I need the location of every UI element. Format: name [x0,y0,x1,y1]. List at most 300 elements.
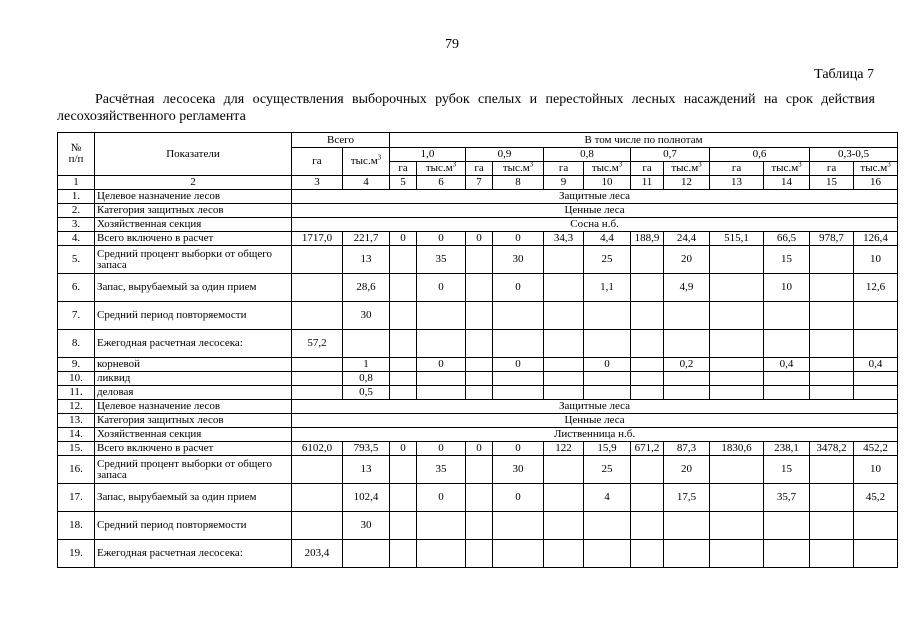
unit-superscript: 3 [618,161,623,169]
row-number: 2. [58,204,95,218]
table-cell [417,540,466,568]
table-cell [854,512,898,540]
table-cell [854,330,898,358]
row-number: 11. [58,386,95,400]
table-cell: 4,4 [584,232,631,246]
table-cell [810,330,854,358]
table-cell: 793,5 [343,442,390,456]
table-cell: 1717,0 [292,232,343,246]
table-row [58,442,898,456]
table-cell [664,540,710,568]
table-cell [417,330,466,358]
table-cell: 13 [343,246,390,274]
table-cell [466,386,493,400]
table-cell [292,484,343,512]
table-cell [292,274,343,302]
table-cell [584,540,631,568]
table-cell [390,456,417,484]
column-number: 7 [466,176,493,190]
table-cell: 238,1 [764,442,810,456]
column-number: 10 [584,176,631,190]
unit-text: тыс.м [591,162,619,174]
header-unit-ha: га [466,162,493,176]
column-number: 12 [664,176,710,190]
row-indicator: Хозяйственная секция [95,218,292,232]
table-cell: 30 [343,512,390,540]
row-number: 19. [58,540,95,568]
table-cell: 15 [764,246,810,274]
table-cell [810,302,854,330]
table-cell [390,302,417,330]
table-cell: 0 [390,442,417,456]
table-cell [584,386,631,400]
table-cell: 0 [390,232,417,246]
unit-superscript: 3 [452,161,457,169]
table-cell [584,372,631,386]
table-cell [544,246,584,274]
table-cell: 0 [417,484,466,512]
table-cell: 12,6 [854,274,898,302]
table-cell [417,386,466,400]
table-cell [710,274,764,302]
table-row [58,190,898,204]
table-cell [390,484,417,512]
header-unit-ha: га [544,162,584,176]
table-cell [631,456,664,484]
table-cell [544,540,584,568]
row-number: 18. [58,512,95,540]
table-cell: 35 [417,246,466,274]
table-row [58,302,898,330]
table-cell [466,512,493,540]
table-cell: 20 [664,456,710,484]
row-indicator: ликвид [95,372,292,386]
row-span-value: Защитные леса [292,400,898,414]
table-cell [810,358,854,372]
header-num: № п/п [58,133,95,176]
table-cell [810,386,854,400]
row-span-value: Ценные леса [292,204,898,218]
table-cell: 10 [854,246,898,274]
column-number: 2 [95,176,292,190]
table-cell [764,512,810,540]
row-indicator: Категория защитных лесов [95,414,292,428]
table-row [58,386,898,400]
table-cell: 35 [417,456,466,484]
header-including: В том числе по полнотам [390,133,898,148]
table-cell [343,330,390,358]
column-number: 3 [292,176,343,190]
table-cell [631,386,664,400]
table-cell [810,274,854,302]
table-cell: 0 [493,274,544,302]
header-density: 0,6 [710,148,810,162]
table-cell: 203,4 [292,540,343,568]
table-cell [664,372,710,386]
table-row [58,484,898,512]
table-cell: 0 [417,442,466,456]
column-number: 13 [710,176,764,190]
header-unit-m3 [854,162,898,176]
table-cell: 25 [584,456,631,484]
table-cell [764,372,810,386]
row-indicator: Всего включено в расчет [95,442,292,456]
table-cell [466,358,493,372]
table-row [58,274,898,302]
table-cell: 35,7 [764,484,810,512]
table-cell [466,540,493,568]
column-number: 8 [493,176,544,190]
table-cell: 15,9 [584,442,631,456]
header-density: 0,9 [466,148,544,162]
row-number: 8. [58,330,95,358]
row-indicator: деловая [95,386,292,400]
row-number: 16. [58,456,95,484]
row-span-value: Ценные леса [292,414,898,428]
table-cell [810,246,854,274]
table-cell [390,358,417,372]
table-cell [544,358,584,372]
table-cell [292,386,343,400]
table-cell [664,302,710,330]
table-cell: 15 [764,456,810,484]
table-cell: 45,2 [854,484,898,512]
table-cell: 4 [584,484,631,512]
row-span-value: Защитные леса [292,190,898,204]
table-cell [710,540,764,568]
row-indicator: Целевое назначение лесов [95,190,292,204]
table-cell [390,512,417,540]
table-cell [631,274,664,302]
unit-text: тыс.м [771,162,799,174]
table-cell [854,372,898,386]
table-cell: 0,5 [343,386,390,400]
table-body [58,176,898,568]
header-unit-ha: га [390,162,417,176]
table-cell [664,330,710,358]
table-cell [493,372,544,386]
table-cell [631,246,664,274]
table-cell [466,372,493,386]
table-cell [584,302,631,330]
table-cell [710,484,764,512]
table-cell [466,302,493,330]
table-header [58,133,898,176]
table-cell [710,372,764,386]
table-cell [631,512,664,540]
table-cell [390,372,417,386]
unit-text: тыс.м [350,155,378,167]
header-density: 0,7 [631,148,710,162]
table-row [58,246,898,274]
header-unit-m3 [584,162,631,176]
row-indicator: корневой [95,358,292,372]
row-indicator: Целевое назначение лесов [95,400,292,414]
header-total-ha: га [292,148,343,176]
table-cell [631,358,664,372]
table-cell: 452,2 [854,442,898,456]
table-cell [710,512,764,540]
row-number: 14. [58,428,95,442]
table-label: Таблица 7 [814,67,874,82]
table-cell: 17,5 [664,484,710,512]
table-cell: 126,4 [854,232,898,246]
table-cell: 0 [584,358,631,372]
row-number: 9. [58,358,95,372]
table-cell [493,386,544,400]
table-cell [390,386,417,400]
table-cell [544,512,584,540]
table-cell: 0 [493,232,544,246]
table-cell [710,246,764,274]
table-row [58,400,898,414]
row-indicator: Хозяйственная секция [95,428,292,442]
header-unit-ha: га [631,162,664,176]
row-number: 6. [58,274,95,302]
header-total: Всего [292,133,390,148]
row-span-value: Сосна н.б. [292,218,898,232]
table-row [58,372,898,386]
column-number: 11 [631,176,664,190]
table-caption: Расчётная лесосека для осуществления выборочных рубок спелых и перестойных лесных насаждений на срок действия лесохозяйственного регламента [57,92,875,124]
table-row [58,330,898,358]
table-cell: 122 [544,442,584,456]
table-cell: 978,7 [810,232,854,246]
table-cell [544,372,584,386]
table-cell: 10 [764,274,810,302]
column-number: 15 [810,176,854,190]
header-unit-m3 [764,162,810,176]
table-cell [764,302,810,330]
header-unit-m3 [664,162,710,176]
table-cell [390,274,417,302]
table-cell: 671,2 [631,442,664,456]
table-cell [292,302,343,330]
table-row [58,540,898,568]
table-row [58,456,898,484]
table-cell: 25 [584,246,631,274]
table-cell [544,456,584,484]
table-cell: 0,2 [664,358,710,372]
table-cell [584,512,631,540]
table-row [58,428,898,442]
table-cell [764,330,810,358]
table-cell: 515,1 [710,232,764,246]
header-indicators: Показатели [95,133,292,176]
unit-superscript: 3 [377,153,382,162]
row-indicator: Средний период повторяемости [95,302,292,330]
table-cell [493,330,544,358]
table-cell [390,330,417,358]
column-number: 9 [544,176,584,190]
table-cell [810,540,854,568]
table-cell [390,246,417,274]
column-number: 6 [417,176,466,190]
table-cell [417,512,466,540]
unit-superscript: 3 [887,161,891,169]
table-cell [417,372,466,386]
table-cell: 1 [343,358,390,372]
row-span-value: Лиственница н.б. [292,428,898,442]
table-cell [292,372,343,386]
row-number: 12. [58,400,95,414]
row-indicator: Ежегодная расчетная лесосека: [95,540,292,568]
table-cell [810,456,854,484]
unit-superscript: 3 [798,161,802,169]
header-total-m3 [343,148,390,176]
table-cell: 10 [854,456,898,484]
table-cell [854,540,898,568]
table-cell [466,330,493,358]
header-unit-ha: га [810,162,854,176]
table-cell [710,302,764,330]
row-indicator: Средний процент выборки от общего запаса [95,456,292,484]
table-cell: 0,8 [343,372,390,386]
table-cell: 6102,0 [292,442,343,456]
row-indicator: Запас, вырубаемый за один прием [95,484,292,512]
table-cell: 0,4 [854,358,898,372]
table-row [58,414,898,428]
table-cell [417,302,466,330]
table-cell: 0,4 [764,358,810,372]
table-row [58,512,898,540]
table-cell [466,484,493,512]
unit-text: тыс.м [502,162,530,174]
table-cell: 20 [664,246,710,274]
table-cell: 13 [343,456,390,484]
column-number: 4 [343,176,390,190]
table-cell: 0 [493,442,544,456]
header-unit-ha: га [710,162,764,176]
table-cell: 24,4 [664,232,710,246]
table-cell [664,512,710,540]
table-cell [710,358,764,372]
table-cell: 0 [466,232,493,246]
row-indicator: Ежегодная расчетная лесосека: [95,330,292,358]
table-cell: 0 [417,232,466,246]
table-cell: 30 [493,246,544,274]
row-number: 7. [58,302,95,330]
unit-text: тыс.м [671,162,699,174]
table-cell: 1,1 [584,274,631,302]
unit-text: тыс.м [860,162,888,174]
table-cell: 87,3 [664,442,710,456]
table-cell [292,358,343,372]
table-cell [493,302,544,330]
table-cell [292,456,343,484]
table-cell [493,540,544,568]
row-number: 5. [58,246,95,274]
table-cell [466,456,493,484]
row-number: 10. [58,372,95,386]
table-cell [631,372,664,386]
table-cell [631,330,664,358]
table-cell [343,540,390,568]
table-cell [631,302,664,330]
table-cell [631,484,664,512]
column-number: 14 [764,176,810,190]
unit-text: тыс.м [425,162,453,174]
table-cell: 0 [417,358,466,372]
table-cell: 30 [343,302,390,330]
column-number: 5 [390,176,417,190]
table-cell [544,386,584,400]
table-cell [810,372,854,386]
table-cell [764,386,810,400]
table-cell: 102,4 [343,484,390,512]
table-cell [664,386,710,400]
row-number: 17. [58,484,95,512]
felling-table [57,132,898,568]
table-cell [544,484,584,512]
table-row [58,204,898,218]
header-unit-m3 [417,162,466,176]
table-cell [466,274,493,302]
header-density: 0,3-0,5 [810,148,898,162]
page-number: 79 [445,37,459,52]
table-cell [631,540,664,568]
table-cell: 4,9 [664,274,710,302]
table-cell: 28,6 [343,274,390,302]
table-cell [854,302,898,330]
row-indicator: Средний период повторяемости [95,512,292,540]
table-cell: 30 [493,456,544,484]
row-indicator: Средний процент выборки от общего запаса [95,246,292,274]
table-cell [710,386,764,400]
table-cell [292,246,343,274]
table-cell [292,512,343,540]
table-cell: 188,9 [631,232,664,246]
row-number: 15. [58,442,95,456]
table-cell: 66,5 [764,232,810,246]
table-cell: 0 [493,358,544,372]
row-number: 13. [58,414,95,428]
table-cell [810,512,854,540]
header-unit-m3 [493,162,544,176]
table-cell [764,540,810,568]
table-cell [390,540,417,568]
row-indicator: Категория защитных лесов [95,204,292,218]
column-number: 1 [58,176,95,190]
table-cell [810,484,854,512]
table-cell [710,330,764,358]
header-density: 1,0 [390,148,466,162]
row-number: 4. [58,232,95,246]
table-cell: 0 [466,442,493,456]
unit-superscript: 3 [529,161,534,169]
column-number: 16 [854,176,898,190]
table-row [58,218,898,232]
table-cell: 3478,2 [810,442,854,456]
table-cell [544,302,584,330]
unit-superscript: 3 [698,161,702,169]
row-number: 1. [58,190,95,204]
header-density: 0,8 [544,148,631,162]
table-cell: 0 [417,274,466,302]
table-cell: 34,3 [544,232,584,246]
table-row [58,232,898,246]
table-cell: 221,7 [343,232,390,246]
table-cell [710,456,764,484]
table-cell [493,512,544,540]
table-cell: 0 [493,484,544,512]
row-indicator: Всего включено в расчет [95,232,292,246]
column-number-row [58,176,898,190]
table-cell [466,246,493,274]
row-indicator: Запас, вырубаемый за один прием [95,274,292,302]
table-cell: 1830,6 [710,442,764,456]
row-number: 3. [58,218,95,232]
